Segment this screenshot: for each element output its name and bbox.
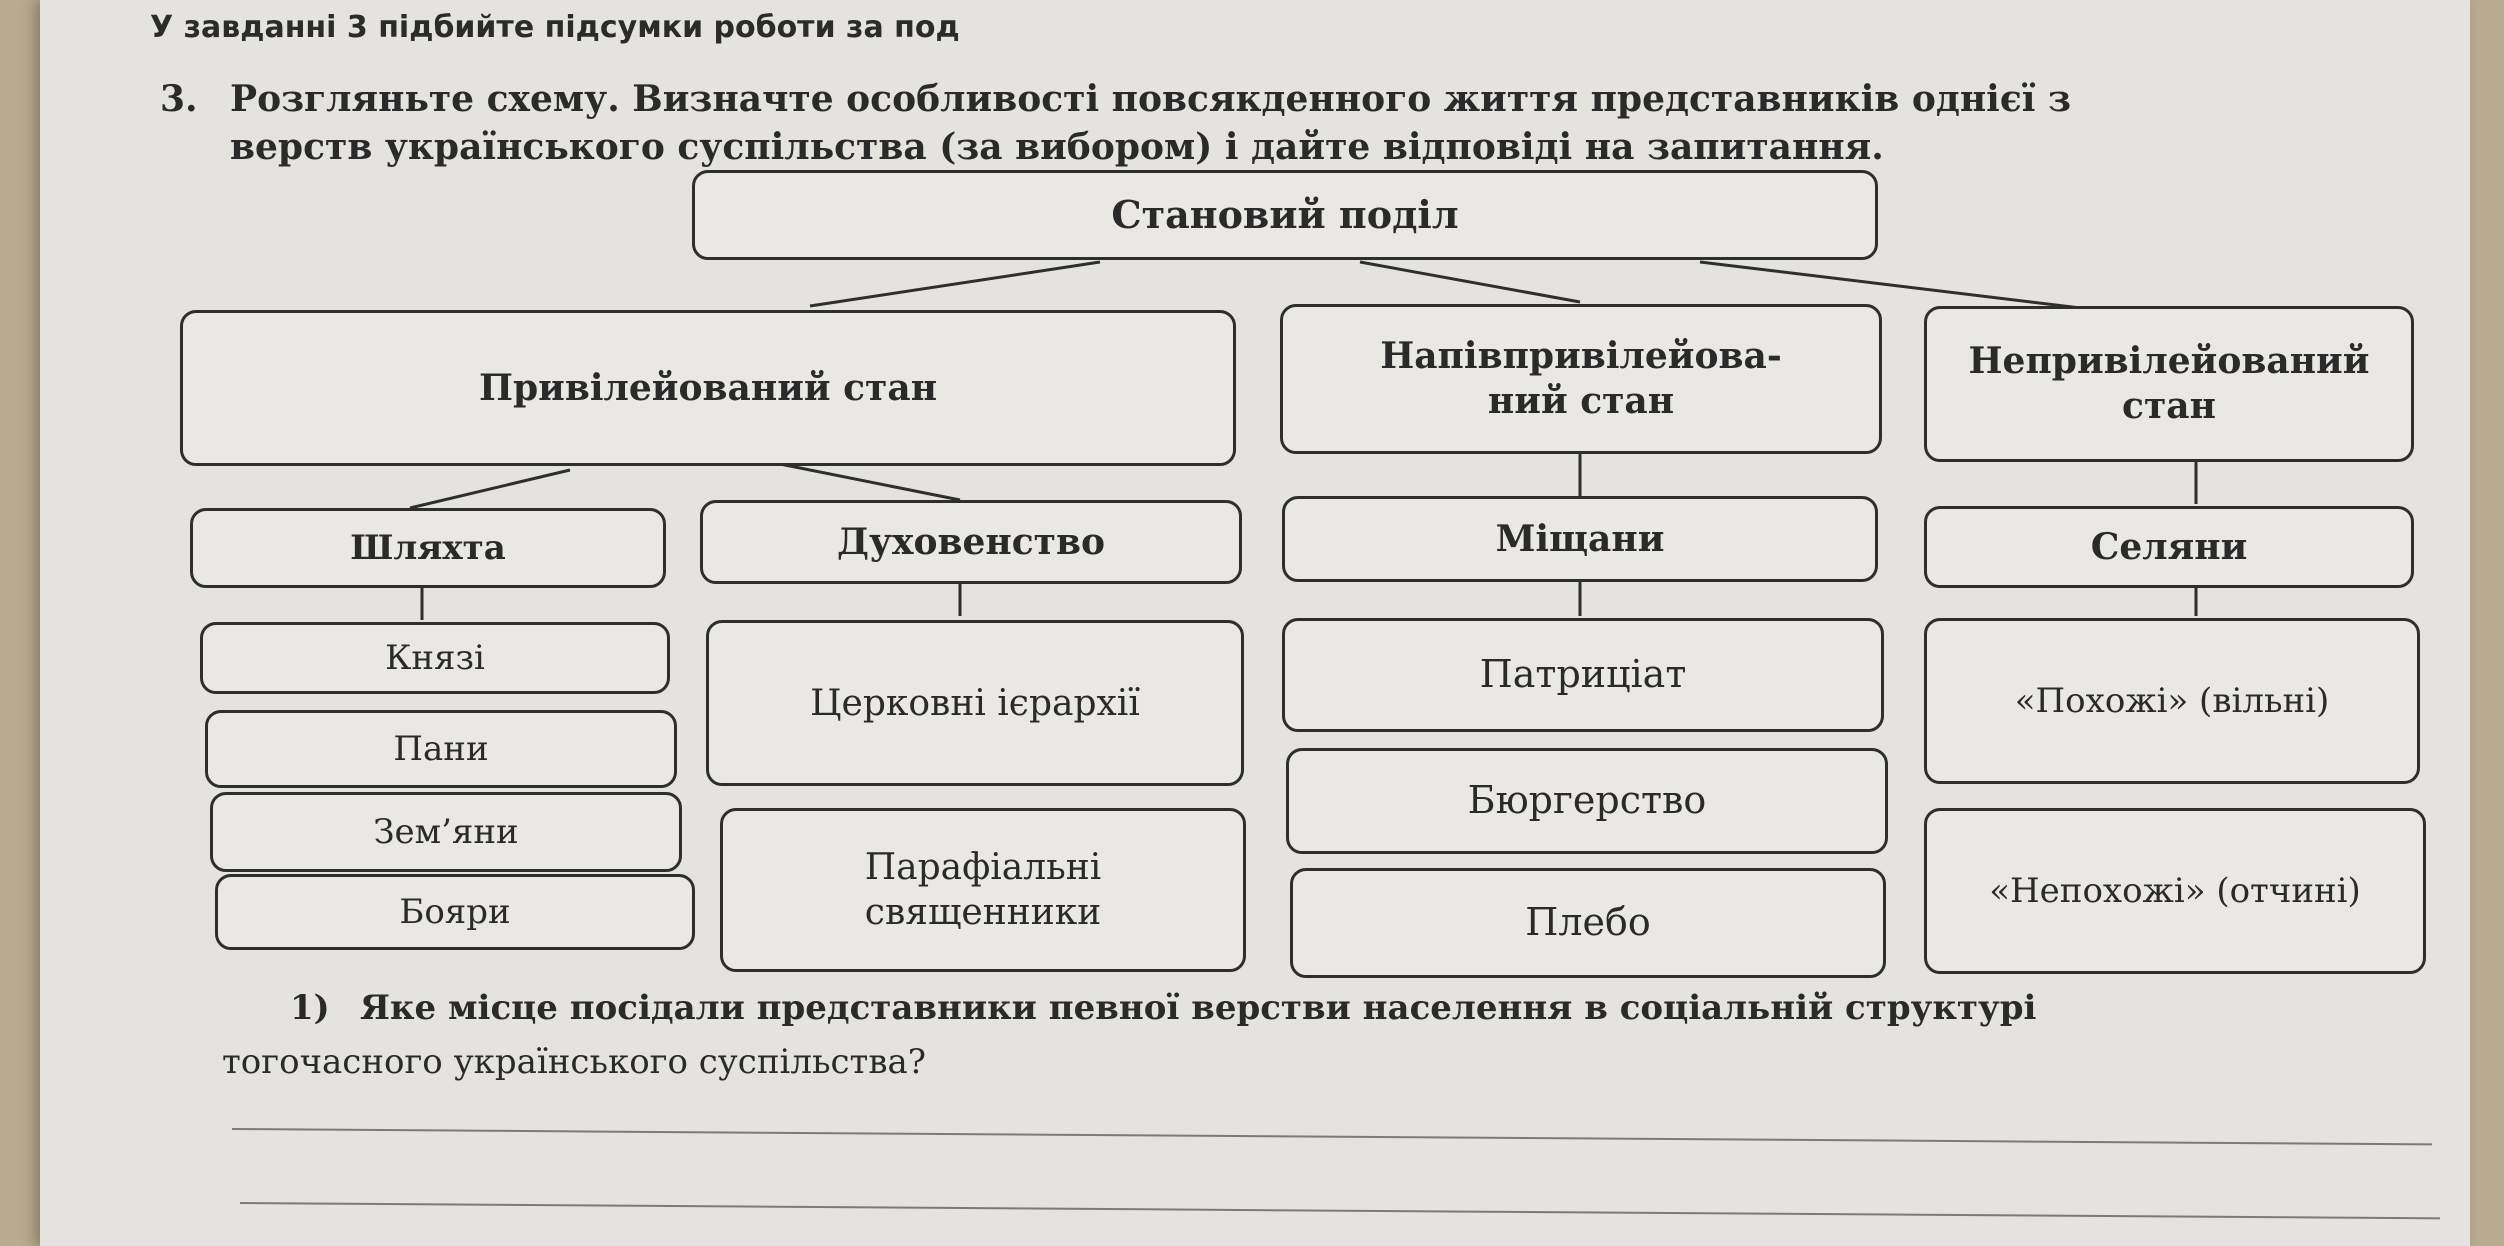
szlachta-item-box bbox=[205, 710, 677, 788]
connector-root-privileged bbox=[810, 262, 1100, 306]
clergy-item-box bbox=[720, 808, 1246, 972]
szlachta-item-box bbox=[200, 622, 670, 694]
clergy-item-box bbox=[706, 620, 1244, 786]
townspeople-item-label: Патриціат bbox=[1479, 652, 1687, 697]
connector-privileged-clergy bbox=[770, 462, 960, 500]
townspeople-item-box bbox=[1282, 618, 1884, 732]
task-number: 3. bbox=[160, 78, 198, 120]
szlachta-item-label: Пани bbox=[393, 728, 489, 769]
szlachta-item-label: Князі bbox=[385, 637, 485, 678]
question-number: 1) bbox=[290, 988, 330, 1028]
group-peasants-label: Селяни bbox=[2090, 525, 2248, 568]
szlachta-item-label: Зем’яни bbox=[373, 811, 519, 852]
townspeople-item-box bbox=[1290, 868, 1886, 978]
connector-root-semi bbox=[1360, 262, 1580, 302]
task-text-line2: верств українського суспільства (за вибором) і дайте відповіді на запитання. bbox=[230, 126, 1884, 168]
clergy-item-label: Церковні ієрархії bbox=[810, 682, 1140, 724]
scheme-root-box bbox=[692, 170, 1878, 260]
top-instruction: У завданні 3 підбийте підсумки роботи за под bbox=[150, 10, 960, 45]
group-clergy-box bbox=[700, 500, 1242, 584]
peasants-item-label: «Непохожі» (отчині) bbox=[1989, 870, 2361, 911]
peasants-item-box bbox=[1924, 618, 2420, 784]
group-townspeople-box bbox=[1282, 496, 1878, 582]
peasants-item-box bbox=[1924, 808, 2426, 974]
estate-unprivileged-label-line1: Непривілейований bbox=[1968, 340, 2370, 382]
scheme-root-label: Становий поділ bbox=[1111, 192, 1459, 238]
group-townspeople-label: Міщани bbox=[1495, 517, 1665, 560]
clergy-item-label-line2: священники bbox=[864, 892, 1102, 933]
clergy-item-label-line1: Парафіальні bbox=[864, 847, 1102, 888]
group-peasants-box bbox=[1924, 506, 2414, 588]
connector-privileged-szlachta bbox=[410, 470, 570, 508]
townspeople-item-label: Плебо bbox=[1525, 900, 1651, 945]
townspeople-item-label: Бюргерство bbox=[1467, 778, 1707, 823]
estate-semi-box bbox=[1280, 304, 1882, 454]
estate-unprivileged-box bbox=[1924, 306, 2414, 462]
estate-privileged-label: Привілейований стан bbox=[478, 366, 938, 409]
szlachta-item-box bbox=[215, 874, 695, 950]
group-clergy-label: Духовенство bbox=[836, 520, 1106, 563]
szlachta-item-label: Бояри bbox=[399, 891, 511, 932]
estate-privileged-box bbox=[180, 310, 1236, 466]
group-szlachta-label: Шляхта bbox=[350, 527, 506, 568]
townspeople-item-box bbox=[1286, 748, 1888, 854]
estate-semi-label-line2: ний стан bbox=[1487, 380, 1675, 422]
szlachta-item-box bbox=[210, 792, 682, 872]
question-text-line1: Яке місце посідали представники певної верстви населення в соціальній структурі bbox=[360, 988, 2037, 1028]
estate-unprivileged-label-line2: стан bbox=[2122, 385, 2216, 427]
task-text-line1: Розгляньте схему. Визначте особливості повсякденного життя представників однієї з bbox=[230, 78, 2071, 120]
estate-semi-label-line1: Напівпривілейова- bbox=[1380, 335, 1782, 377]
group-szlachta-box bbox=[190, 508, 666, 588]
peasants-item-label: «Похожі» (вільні) bbox=[2014, 680, 2330, 721]
question-text-line2: тогочасного українського суспільства? bbox=[222, 1042, 926, 1082]
